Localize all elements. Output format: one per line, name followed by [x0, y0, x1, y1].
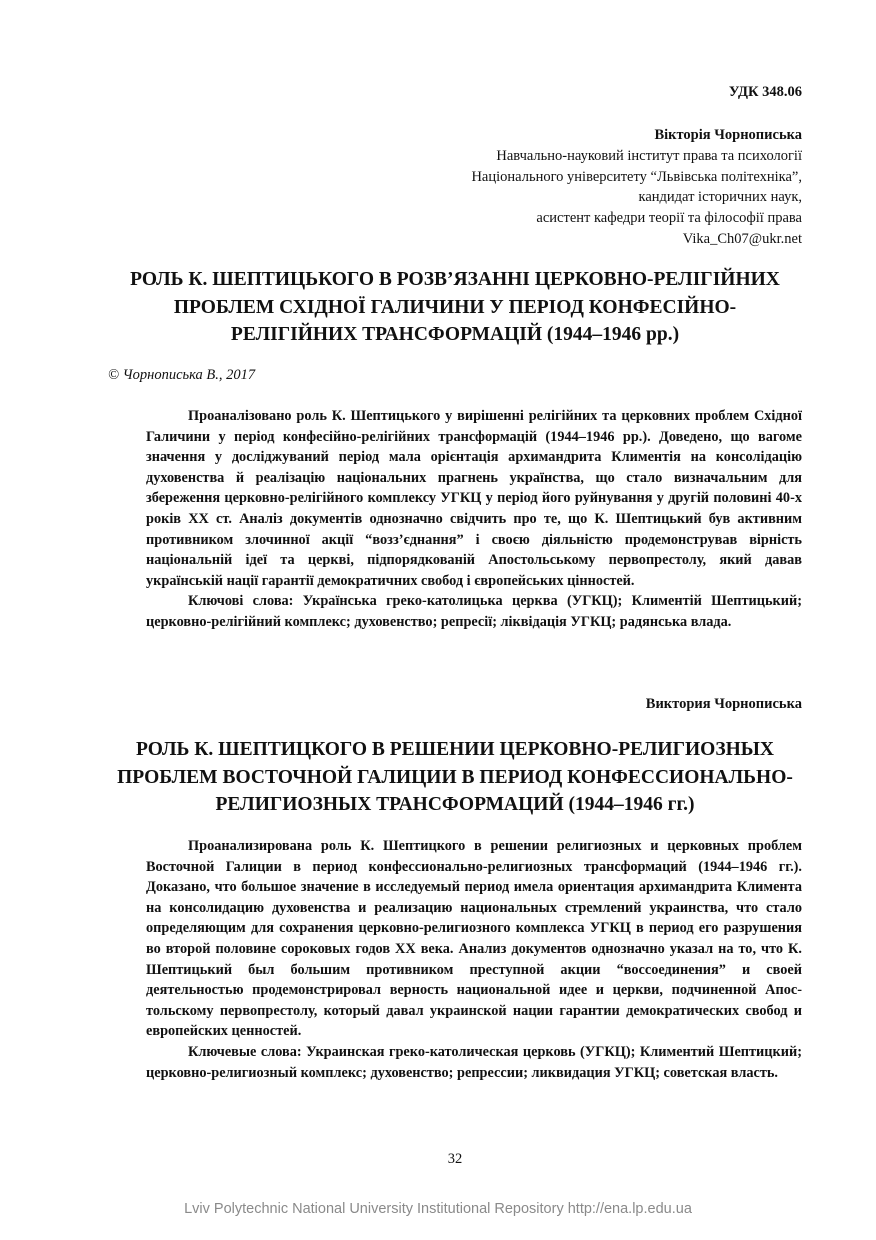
abstract-ru [146, 836, 802, 1083]
affiliation-line: Навчально-науковий інститут права та психології [496, 147, 802, 164]
abstract-ua [146, 406, 802, 633]
repository-footer: Lviv Polytechnic National University Institutional Repository http://ena.lp.edu.ua [184, 1201, 692, 1217]
article-title-ua [108, 266, 802, 349]
author-email: Vika_Ch07@ukr.net [682, 230, 802, 247]
title-line: РЕЛИГИОЗНЫХ ТРАНСФОРМАЦИЙ (1944–1946 гг.) [215, 794, 695, 815]
title-line: ПРОБЛЕМ ВОСТОЧНОЙ ГАЛИЦИИ В ПЕРИОД КОНФЕССИОНАЛЬНО- [117, 766, 793, 788]
author-name-ru: Виктория Чорнописька [645, 696, 802, 712]
copyright-notice: © Чорнописька В., 2017 [108, 367, 256, 383]
title-line: РОЛЬ К. ШЕПТИЦЬКОГО В РОЗВ’ЯЗАННІ ЦЕРКОВНО-РЕЛІГІЙНИХ [130, 269, 780, 290]
abstract-text-ua: Проаналізовано роль К. Шептицького у вирішенні релігійних та церковних проблем Східної Галичини у період конфесійно-релігійних трансформацій (1944–1946 рр.). Доведено, що вагоме значення у досліджуваний період мала орієнтація архимандрита Климентія на консолідацію духовенства й реалізацію національних прагнень українства, що стало визначальним для збереження церковно-релігійного комплексу УГКЦ у період його руйнування у другій половині 40-х років ХХ ст. Аналіз документів однозначно свідчить про те, що К. Шептицький був активним противником злочинної акції “возз’єднання” і своєю діяльністю продемонстрував вірність національній ідеї та церкві, підпорядкованій Апостольському первопрестолу, який давав українській нації гарантії демократичних свобод і європейських цінностей. [146, 408, 802, 589]
article-title-ru [108, 736, 802, 819]
keywords-ua: Ключові слова: Українська греко-католицька церква (УГКЦ); Климентій Шептицький; церковно-релігійний комплекс; духовенство; репресії; ліквідація УГКЦ; радянська влада. [146, 593, 802, 630]
title-line: РЕЛІГІЙНИХ ТРАНСФОРМАЦІЙ (1944–1946 рр.) [230, 324, 680, 345]
author-name-ua: Вікторія Чорнописька [654, 127, 802, 143]
author-block-ua [471, 125, 802, 250]
page-number: 32 [447, 1151, 463, 1167]
title-line: ПРОБЛЕМ СХІДНОЇ ГАЛИЧИНИ У ПЕРІОД КОНФЕСІЙНО- [173, 296, 737, 318]
affiliation-line: Національного університету “Львівська політехніка”, [471, 168, 802, 185]
udk-code: УДК 348.06 [728, 84, 802, 100]
abstract-text-ru: Проанализирована роль К. Шептицкого в решении религиозных и церковных проблем Восточной Галиции в период конфессионально-религиозных трансформаций (1944–1946 гг.). Доказано, что большое значение в исследуемый период имела ориентация архимандрита Климента на консолидацию духовенства и реализацию национальных стремлений украинства, что стало определяющим для сохранения церковно-религиозного комплекса УГКЦ в период его разрушения во второй половине сороковых годов ХХ века. Анализ документов однозначно указал на то, что К. Шептицький был большим противником преступной акции “воссоединения” и своей деятельностью продемонстрировал верность национальной идее и церкви, подчиненной Апостольскому первопрестолу, который давал украинской нации гарантии демократических свобод и европейских ценностей. [146, 838, 802, 1040]
title-line: РОЛЬ К. ШЕПТИЦКОГО В РЕШЕНИИ ЦЕРКОВНО-РЕЛИГИОЗНЫХ [135, 739, 775, 760]
affiliation-line: кандидат історичних наук, [638, 189, 802, 206]
affiliation-line: асистент кафедри теорії та філософії права [536, 210, 802, 227]
keywords-ru: Ключевые слова: Украинская греко-католическая церковь (УГКЦ); Климентий Шептицкий; церковно-религиозный комплекс; духовенство; репрессии; ликвидация УГКЦ; советская власть. [146, 1043, 802, 1081]
